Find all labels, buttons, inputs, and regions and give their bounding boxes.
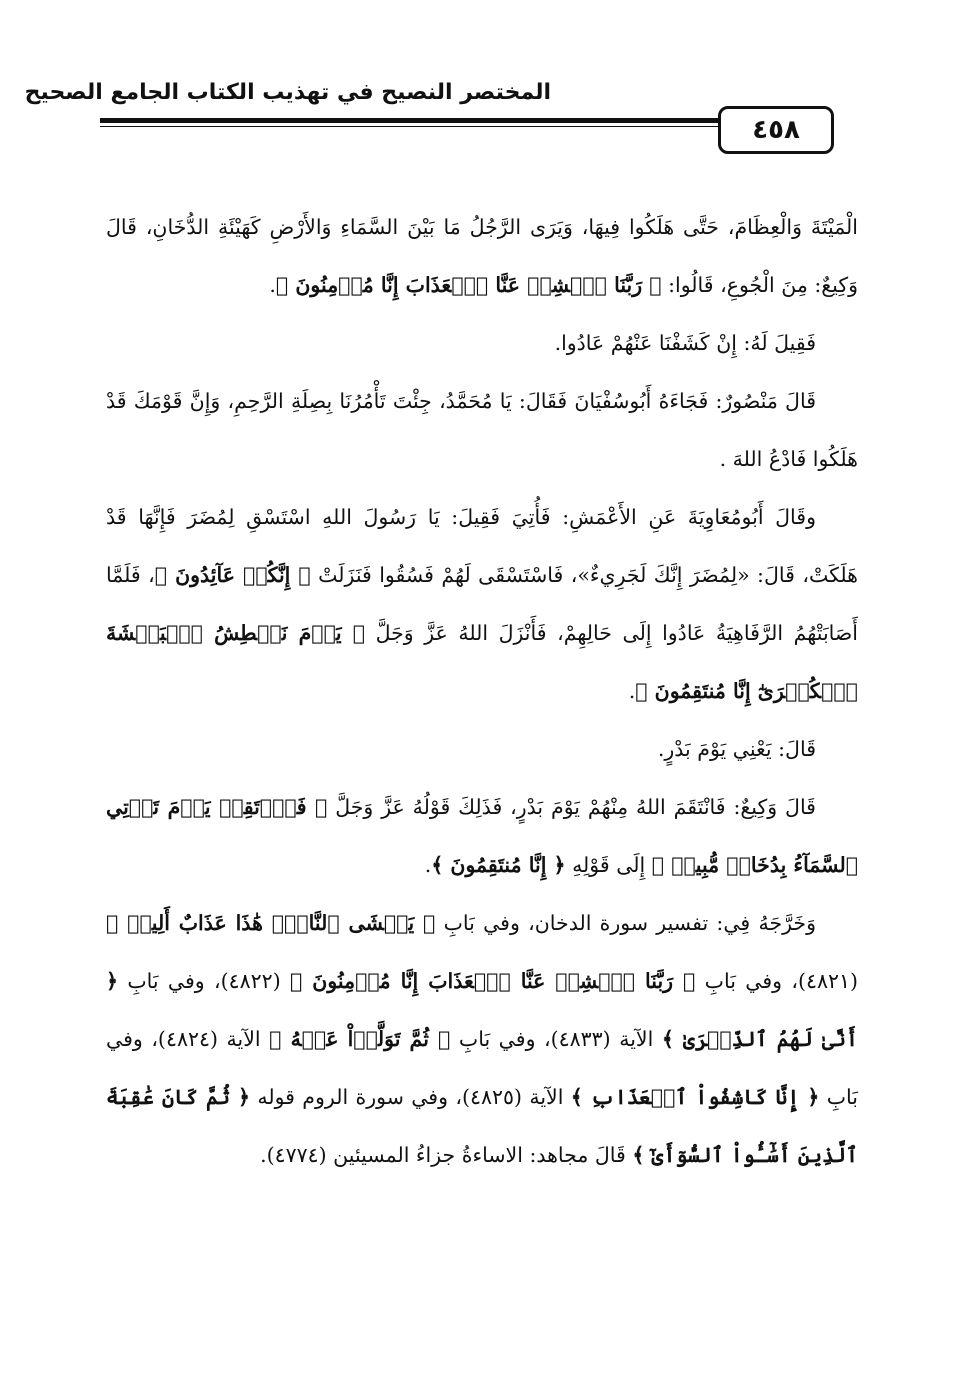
text-segment: ، فَلَمَّا أَصَابَتْهُمُ الرَّفَاهِيَةُ عَادُوا إِلَى حَالِهِمْ، فَأَنْزَلَ اللهُ عَزَّ وَجَلَّ <box>106 563 859 645</box>
paragraph <box>106 894 858 1184</box>
text-segment: . <box>628 679 636 703</box>
header-rule <box>100 118 720 123</box>
text-segment: (٤٨٢٢)، وفي بَابِ <box>118 969 291 993</box>
text-segment: قَالَ وَكِيعٌ: فَانْتَقَمَ اللهُ مِنْهُمْ يَوْمَ بَدْرٍ، فَذَلِكَ قَوْلُهُ عَزَّ وَجَلَّ <box>327 795 816 819</box>
text-segment: الآية (٤٨٢٤)، وفي بَابِ <box>106 1027 858 1109</box>
quran-quote: ﴿ ثُمَّ كَانَ عَٰقِبَةَ ٱلَّذِينَ أَسَٰٓـُٔواْ ٱلسُّوٓأَىٰٓ ﴾ <box>106 1085 858 1167</box>
text-segment: قَالَ مجاهد: الاساءةُ جزاءُ المسيئين (٤٧٧٤). <box>260 1143 633 1167</box>
text-segment: قَالَ مَنْصُورٌ: فَجَاءَهُ أَبُوسُفْيَانَ فَقَالَ: يَا مُحَمَّدُ، جِئْتَ تَأْمُرُنَا بِصِلَةِ الرَّحِمِ، وَإِنَّ قَوْمَكَ قَدْ هَلَكُوا فَادْعُ اللهَ . <box>106 389 858 471</box>
quran-quote: ﴿ يَوۡمَ نَبۡطِشُ ٱلۡبَطۡشَةَ ٱلۡكُبۡرَىٰٓ إِنَّا مُنتَقِمُونَ ﴾ <box>106 621 858 703</box>
paragraph <box>106 488 858 720</box>
paragraph <box>106 778 858 894</box>
quran-quote: ﴿ إِنَّكُمۡ عَآئِدُونَ ﴾ <box>154 563 311 587</box>
page-number: ٤٥٨ <box>752 115 800 145</box>
text-segment: الْمَيْتَةَ وَالْعِظَامَ، حَتَّى هَلَكُوا فِيهَا، وَيَرَى الرَّجُلُ مَا بَيْنَ السَّمَاءِ وَالأَرْضِ كَهَيْئَةِ الدُّخَانِ، قَالَ وَكِيعٌ: مِنَ الْجُوعِ، قَالُوا: <box>106 215 858 297</box>
header-rule-thin <box>100 126 720 127</box>
page-number-box <box>718 106 834 154</box>
quran-quote: ﴿ ثُمَّ تَوَلَّوۡاْ عَنۡهُ ﴾ <box>269 1027 451 1051</box>
quran-quote: ﴿ يَغۡشَى ٱلنَّاسَۖ هَٰذَا عَذَابٌ أَلِيمٞ ﴾ <box>106 911 436 935</box>
paragraph <box>106 372 858 488</box>
text-segment: (٤٨٢١)، وفي بَابِ <box>695 969 858 993</box>
paragraph <box>106 314 858 372</box>
quran-quote: ﴿ رَبَّنَا ٱكۡشِفۡ عَنَّا ٱلۡعَذَابَ إِنَّا مُؤۡمِنُونَ ﴾ <box>275 273 662 297</box>
text-segment: إِلَى قَوْلِهِ <box>565 853 652 877</box>
text-segment: الآية (٤٨٢٥)، وفي سورة الروم قوله <box>250 1085 571 1109</box>
text-segment: وقَالَ أَبُومُعَاوِيَةَ عَنِ الأَعْمَشِ: فَأُتِيَ فَقِيلَ: يَا رَسُولَ اللهِ اسْتَسْقِ لِمُضَرَ فَإِنَّهَا قَدْ هَلَكَتْ، قَالَ: «لِمُضَرَ إِنَّكَ لَجَرِيءٌ»، فَاسْتَسْقَى لَهُمْ فَسُقُوا فَنَزَلَتْ <box>106 505 858 587</box>
text-segment: فَقِيلَ لَهُ: إِنْ كَشَفْنَا عَنْهُمْ عَادُوا. <box>554 331 816 355</box>
running-header-title: المختصر النصيح في تهذيب الكتاب الجامع الصحيح <box>24 80 551 105</box>
text-segment: الآية (٤٨٣٣)، وفي بَابِ <box>450 1027 662 1051</box>
paragraph <box>106 720 858 778</box>
quran-quote: ﴿ فَٱرۡتَقِبۡ يَوۡمَ تَأۡتِي ٱلسَّمَآءُ بِدُخَانٖ مُّبِينٖ ﴾ <box>106 795 858 877</box>
text-segment: . <box>424 853 432 877</box>
text-segment: وَخَرَّجَهُ فِي: تفسير سورة الدخان، وفي بَابِ <box>435 911 816 935</box>
text-segment: قَالَ: يَعْنِي يَوْمَ بَدْرٍ. <box>657 737 816 761</box>
quran-quote: ﴿ إِنَّا مُنتَقِمُونَ ﴾ <box>431 853 566 877</box>
quran-quote: ﴿ أَنَّىٰ لَهُمُ ٱلذِّكۡرَىٰ ﴾ <box>106 969 859 1051</box>
paragraph <box>106 198 858 314</box>
quran-quote: ﴿ إِنَّا كَاشِفُواْ ٱلۡعَذَابِ ﴾ <box>570 1085 820 1109</box>
quran-quote: ﴿ رَبَّنَا ٱكۡشِفۡ عَنَّا ٱلۡعَذَابَ إِنَّا مُؤۡمِنُونَ ﴾ <box>290 969 696 993</box>
text-segment: . <box>269 273 276 297</box>
main-text <box>106 198 858 1184</box>
